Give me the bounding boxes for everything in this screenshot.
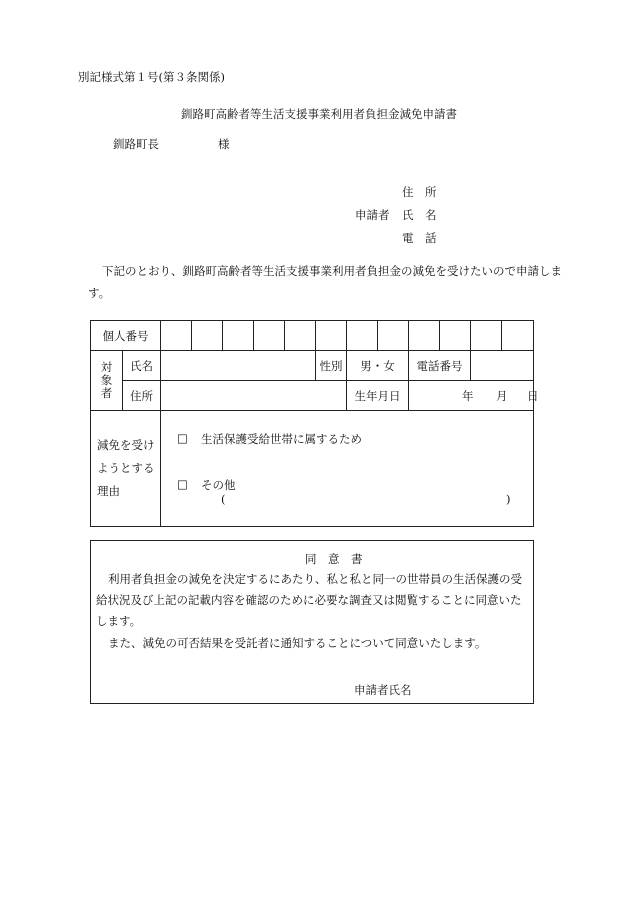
consent-line-2: 給状況及び上記の記載内容を確認のために必要な調査又は閲覧することに同意いた <box>96 593 522 607</box>
personal-number-digit[interactable] <box>192 321 223 351</box>
application-table <box>90 320 539 527</box>
year-unit: 年 <box>462 389 474 403</box>
consent-line-1: 利用者負担金の減免を決定するにあたり、私と私と同一の世帯員の生活保護の受 <box>108 572 522 586</box>
personal-number-label: 個人番号 <box>91 321 161 351</box>
subject-name-label: 氏名 <box>123 351 161 381</box>
intro-line-1: 下記のとおり、釧路町高齢者等生活支援事業利用者負担金の減免を受けたいので申請しま <box>102 264 562 278</box>
phone-number-label: 電話番号 <box>409 351 471 381</box>
applicant-label: 申請者 <box>355 208 390 222</box>
day-unit: 日 <box>527 389 539 403</box>
personal-number-digit[interactable] <box>378 321 409 351</box>
personal-number-digit[interactable] <box>502 321 534 351</box>
gender-options[interactable]: 男・女 <box>347 351 409 381</box>
intro-line-2: す。 <box>88 286 111 300</box>
name-label: 氏 名 <box>402 208 437 222</box>
option-other-label: その他 <box>201 478 236 492</box>
reason-options <box>161 411 534 527</box>
phone-number-field[interactable] <box>471 351 534 381</box>
phone-label: 電 話 <box>402 231 437 245</box>
option-livelihood-label: 生活保護受給世帯に属するため <box>201 432 362 446</box>
subject-label: 対 象 者 <box>91 351 123 411</box>
consent-signature-label: 申請者氏名 <box>354 683 412 697</box>
consent-line-4: また、減免の可否結果を受託者に通知することについて同意いたします。 <box>108 636 487 650</box>
other-paren-close: ) <box>506 492 511 506</box>
month-unit: 月 <box>496 389 508 403</box>
personal-number-digit[interactable] <box>409 321 440 351</box>
consent-line-3: します。 <box>96 614 142 628</box>
address-label: 住 所 <box>402 185 437 199</box>
addressee: 釧路町長 <box>113 137 159 151</box>
checkbox-other[interactable]: □ <box>177 477 188 491</box>
other-paren-open: ( <box>221 492 226 506</box>
personal-number-digit[interactable] <box>471 321 502 351</box>
checkbox-livelihood[interactable]: □ <box>177 431 188 445</box>
subject-address-label: 住所 <box>123 381 161 411</box>
personal-number-digit[interactable] <box>347 321 378 351</box>
reason-label: 減免を受け ようとする 理由 <box>91 411 161 527</box>
personal-number-digit[interactable] <box>440 321 471 351</box>
form-number: 別記様式第１号(第３条関係) <box>78 70 225 84</box>
subject-address-field[interactable] <box>161 381 347 411</box>
personal-number-digit[interactable] <box>223 321 254 351</box>
form-title: 釧路町高齢者等生活支援事業利用者負担金減免申請書 <box>181 107 457 121</box>
birthdate-field[interactable] <box>409 381 539 411</box>
consent-title: 同 意 書 <box>305 552 363 566</box>
personal-number-digit[interactable] <box>316 321 347 351</box>
birthdate-label: 生年月日 <box>347 381 409 411</box>
honorific: 様 <box>218 137 230 151</box>
personal-number-digit[interactable] <box>254 321 285 351</box>
gender-label: 性別 <box>316 351 347 381</box>
personal-number-digit[interactable] <box>285 321 316 351</box>
subject-name-field[interactable] <box>161 351 316 381</box>
personal-number-digit[interactable] <box>161 321 192 351</box>
